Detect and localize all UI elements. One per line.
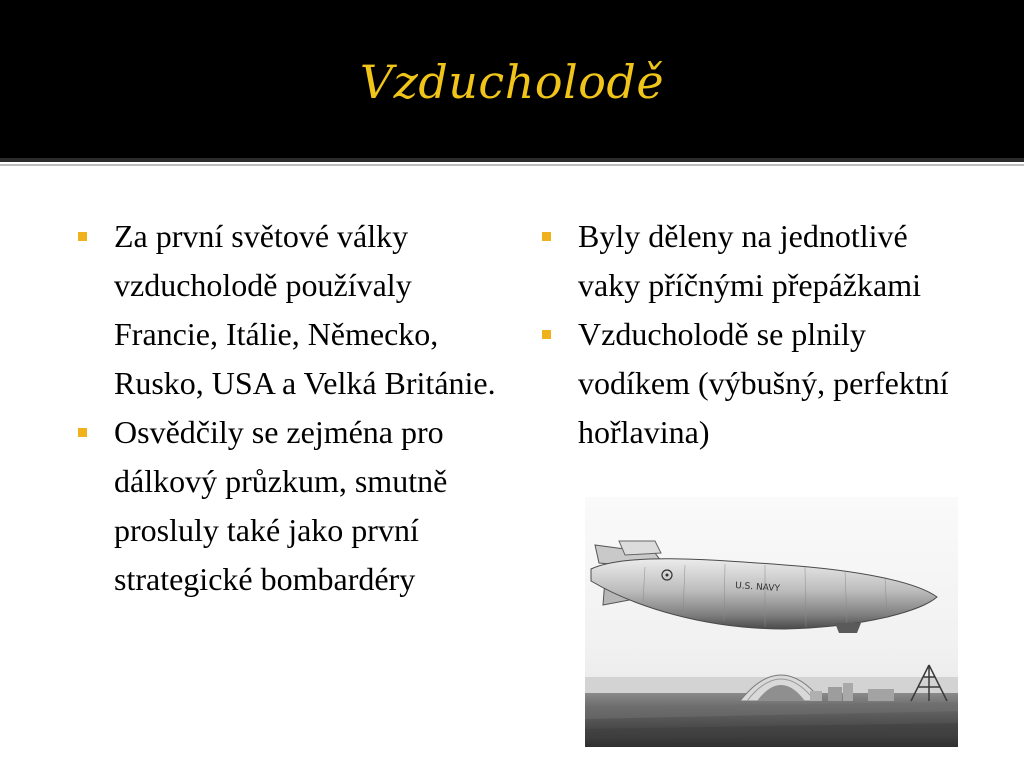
bullet-item bbox=[70, 408, 500, 604]
left-bullet-list bbox=[70, 212, 500, 604]
bullet-text: Za první světové války vzducholodě používaly Francie, Itálie, Německo, Rusko, USA a Velká Británie. bbox=[114, 218, 496, 401]
bullet-text: Osvědčily se zejména pro dálkový průzkum, smutně prosluly také jako první strategické bombardéry bbox=[114, 414, 448, 597]
slide-title: Vzducholodě bbox=[359, 55, 665, 109]
square-bullet-icon bbox=[78, 428, 87, 437]
right-text-column bbox=[534, 212, 974, 457]
bullet-text: Vzducholodě se plnily vodíkem (výbušný, perfektní hořlavina) bbox=[578, 316, 949, 450]
square-bullet-icon bbox=[542, 330, 551, 339]
bullet-item bbox=[534, 212, 974, 310]
bullet-text: Byly děleny na jednotlivé vaky příčnými přepážkami bbox=[578, 218, 921, 303]
square-bullet-icon bbox=[78, 232, 87, 241]
title-divider-accent bbox=[0, 164, 1024, 166]
title-band bbox=[0, 0, 1024, 158]
bullet-item bbox=[534, 310, 974, 457]
bullet-item bbox=[70, 212, 500, 408]
square-bullet-icon bbox=[542, 232, 551, 241]
right-bullet-list bbox=[534, 212, 974, 457]
title-divider bbox=[0, 158, 1024, 162]
hull-marking: U.S. NAVY bbox=[734, 581, 781, 595]
left-text-column bbox=[70, 212, 500, 604]
airship-photo bbox=[585, 497, 958, 747]
